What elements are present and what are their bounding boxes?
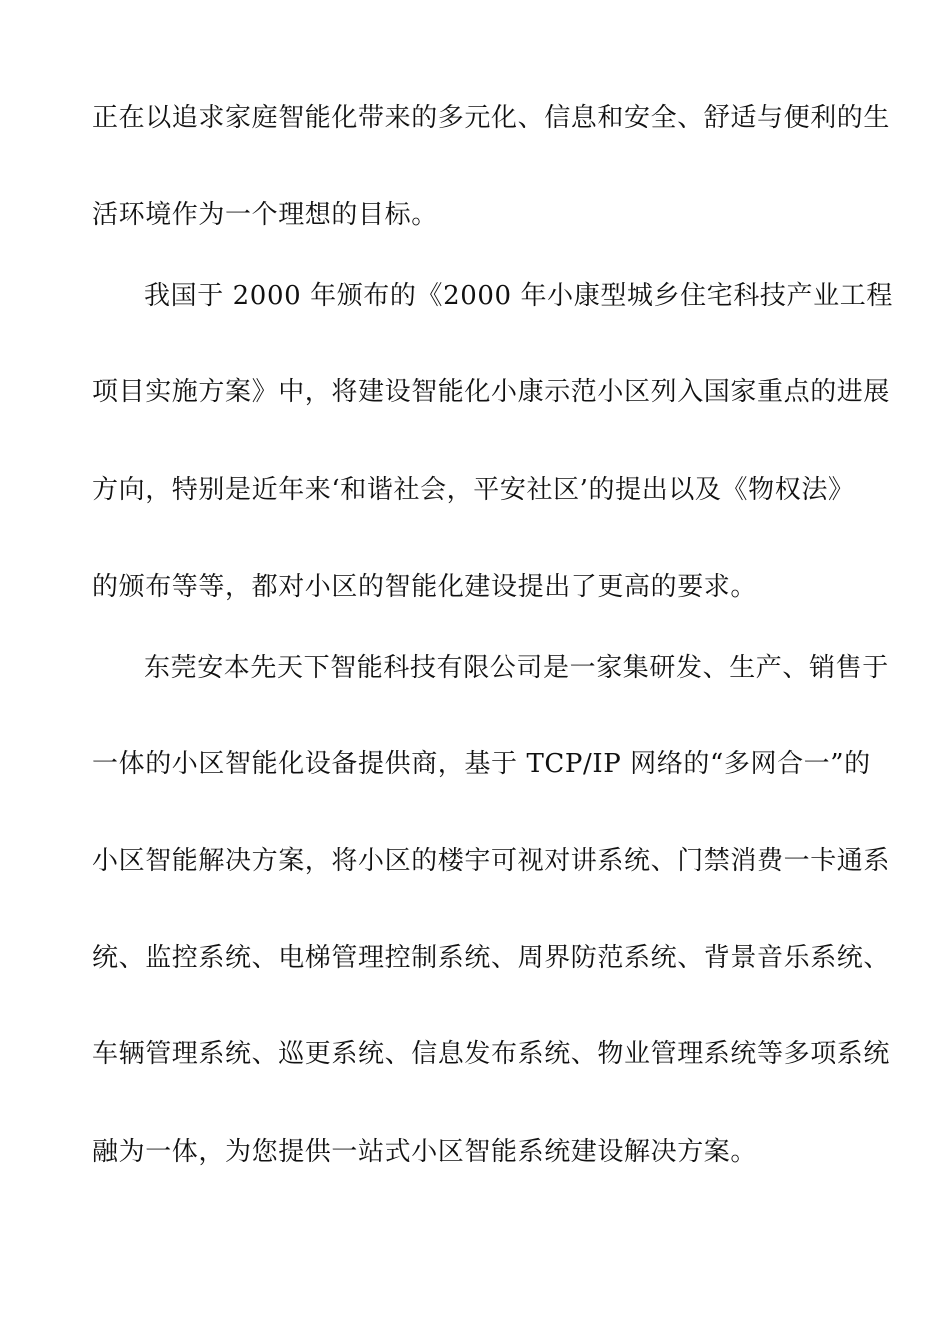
paragraph-line: 小区智能解决方案，将小区的楼宇可视对讲系统、门禁消费一卡通系 (92, 846, 891, 876)
paragraph-line: 车辆管理系统、巡更系统、信息发布系统、物业管理系统等多项系统 (92, 1039, 891, 1069)
paragraph-line: 活环境作为一个理想的目标。 (92, 200, 438, 230)
paragraph-line: 融为一体，为您提供一站式小区智能系统建设解决方案。 (92, 1137, 758, 1167)
paragraph-line: 东莞安本先天下智能科技有限公司是一家集研发、生产、销售于 (144, 653, 889, 683)
paragraph-line: 一体的小区智能化设备提供商，基于 TCP/IP 网络的“多网合一”的 (92, 749, 871, 779)
paragraph-line: 方向，特别是近年来‘和谐社会，平安社区’的提出以及《物权法》 (92, 475, 855, 505)
paragraph-line: 我国于 2000 年颁布的《2000 年小康型城乡住宅科技产业工程 (144, 281, 893, 311)
paragraph-line: 正在以追求家庭智能化带来的多元化、信息和安全、舒适与便利的生 (92, 103, 891, 133)
paragraph-line: 的颁布等等，都对小区的智能化建设提出了更高的要求。 (92, 572, 758, 602)
paragraph-line: 项目实施方案》中，将建设智能化小康示范小区列入国家重点的进展 (92, 377, 891, 407)
paragraph-line: 统、监控系统、电梯管理控制系统、周界防范系统、背景音乐系统、 (92, 943, 891, 973)
